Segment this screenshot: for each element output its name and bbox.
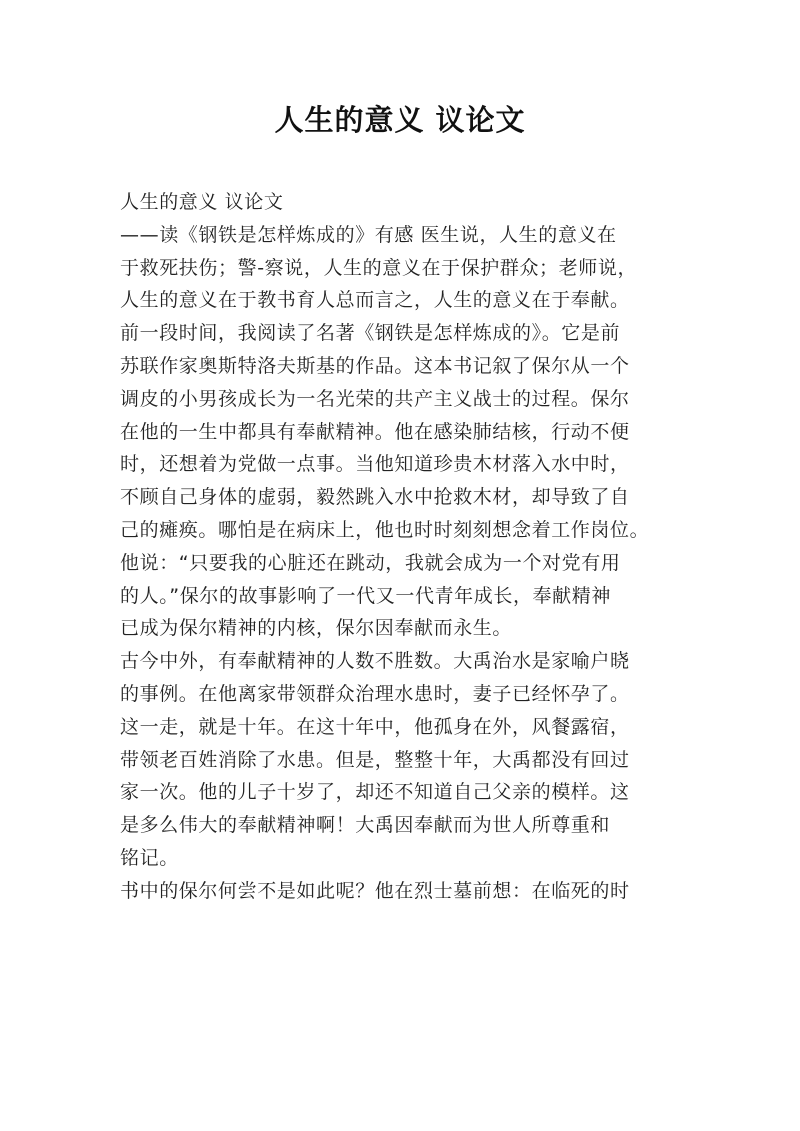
- body-line: 人生的意义 议论文: [120, 191, 284, 213]
- body-line: 古今中外，有奉献精神的人数不胜数。大禹治水是家喻户晓: [120, 650, 630, 673]
- body-line: 苏联作家奥斯特洛夫斯基的作品。这本书记叙了保尔从一个: [120, 354, 630, 377]
- body-line: 于救死扶伤；警-察说，人生的意义在于保护群众；老师说，: [120, 256, 638, 279]
- body-line: 铭记。: [120, 846, 179, 869]
- body-line: 家一次。他的儿子十岁了，却还不知道自己父亲的模样。这: [120, 781, 630, 804]
- body-line: 己的瘫痪。哪怕是在病床上，他也时时刻刻想念着工作岗位。: [120, 518, 650, 541]
- body-line: 已成为保尔精神的内核，保尔因奉献而永生。: [120, 617, 513, 640]
- body-line: 人生的意义在于教书育人总而言之，人生的意义在于奉献。: [120, 289, 630, 312]
- body-line: ——读《钢铁是怎样炼成的》有感 医生说，人生的意义在: [120, 223, 617, 246]
- body-line: 这一走，就是十年。在这十年中，他孤身在外，风餐露宿，: [120, 715, 630, 738]
- body-line: 时，还想着为党做一点事。当他知道珍贵木材落入水中时，: [120, 453, 630, 476]
- body-line: 的事例。在他离家带领群众治理水患时，妻子已经怀孕了。: [120, 682, 630, 705]
- body-line: 是多么伟大的奉献精神啊！大禹因奉献而为世人所尊重和: [120, 814, 611, 837]
- body-line: 在他的一生中都具有奉献精神。他在感染肺结核，行动不便: [120, 420, 630, 443]
- body-line: 不顾自己身体的虚弱，毅然跳入水中抢救木材，却导致了自: [120, 486, 630, 509]
- body-line: 的人。”保尔的故事影响了一代又一代青年成长，奉献精神: [120, 584, 611, 607]
- body-line: 他说：“只要我的心脏还在跳动，我就会成为一个对党有用: [120, 551, 621, 574]
- document-body: [120, 186, 690, 908]
- body-line: 带领老百姓消除了水患。但是，整整十年，大禹都没有回过: [120, 748, 630, 771]
- body-line: 前一段时间，我阅读了名著《钢铁是怎样炼成的》。它是前: [120, 322, 621, 345]
- body-line: 调皮的小男孩成长为一名光荣的共产主义战士的过程。保尔: [120, 387, 630, 410]
- body-line: 书中的保尔何尝不是如此呢？他在烈士墓前想：在临死的时: [120, 879, 630, 902]
- document-title: 人生的意义 议论文: [274, 103, 526, 137]
